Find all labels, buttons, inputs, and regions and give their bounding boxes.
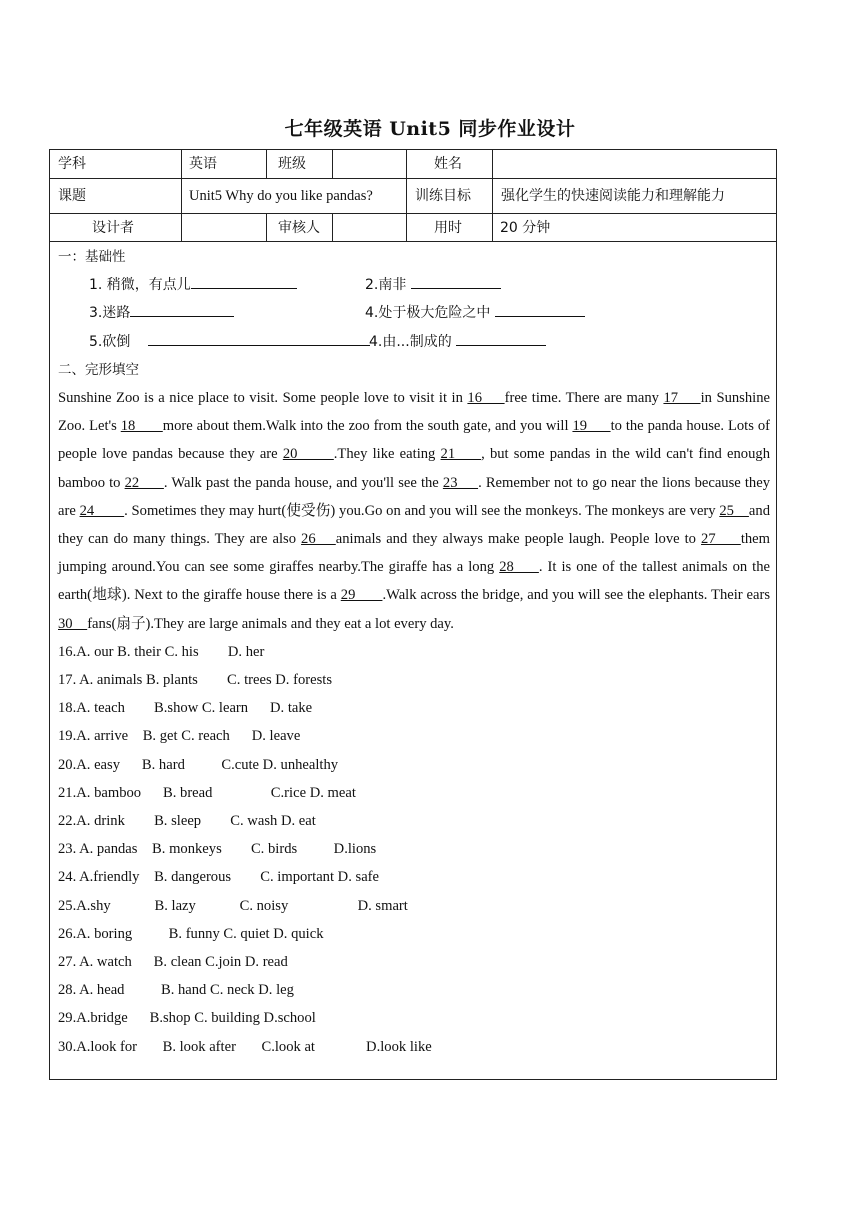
option-line: 20.A. easy B. hard C.cute D. unhealthy <box>58 756 339 773</box>
passage-text: in Sunshine Zoo. Let's <box>58 389 770 435</box>
passage-text: . Walk past the panda house, and you'll see the <box>163 474 443 491</box>
option-line: 30.A.look for B. look after C.look at D.look like <box>58 1038 432 1055</box>
col-divider <box>332 213 333 241</box>
goal-label: 训练目标 <box>415 188 471 204</box>
cloze-blank[interactable]: 29 <box>340 587 383 604</box>
vocab-row <box>58 328 770 356</box>
vocab-item: 5.砍倒 <box>89 328 370 356</box>
option-line: 18.A. teach B.show C. learn D. take <box>58 700 313 717</box>
passage-text: . It is one of the tallest animals on the earth(地球). Next to the giraffe house there is a <box>58 559 770 604</box>
option-line: 29.A.bridge B.shop C. building D.school <box>58 1010 316 1027</box>
passage-text: fans(扇子).They are large animals and they eat a lot every day. <box>87 615 454 632</box>
row-divider <box>50 213 776 214</box>
passage-text: free time. There are many <box>504 389 664 406</box>
name-label: 姓名 <box>434 156 462 172</box>
answer-blank[interactable] <box>456 329 546 346</box>
passage-text: .They like eating <box>333 446 441 463</box>
col-divider <box>492 150 493 178</box>
topic-value: Unit5 Why do you like pandas? <box>189 188 373 204</box>
section1-heading: 一：基础性 <box>58 249 126 265</box>
vocab-row <box>58 299 770 327</box>
col-divider <box>492 178 493 213</box>
topic-label: 课题 <box>58 188 86 204</box>
cloze-blank[interactable]: 16 <box>467 389 505 406</box>
option-line: 23. A. pandas B. monkeys C. birds D.lions <box>58 841 377 858</box>
option-line: 16.A. our B. their C. his D. her <box>58 643 265 660</box>
time-value: 20 分钟 <box>500 220 551 236</box>
class-label: 班级 <box>278 156 306 172</box>
option-line: 27. A. watch B. clean C.join D. read <box>58 954 288 971</box>
subject-label: 学科 <box>58 156 86 172</box>
vocab-item: 4.由...制成的 <box>369 328 546 356</box>
col-divider <box>181 150 182 178</box>
cloze-blank[interactable]: 23 <box>442 474 479 491</box>
vocab-item: 3.迷路 <box>89 299 234 327</box>
passage-text: . Remember not to go near the lions because they are <box>58 474 770 519</box>
goal-value: 强化学生的快速阅读能力和理解能力 <box>501 188 725 204</box>
passage-text: and they can do many things. They are also <box>58 502 770 547</box>
cloze-blank[interactable]: 21 <box>440 446 482 463</box>
cloze-blank[interactable]: 26 <box>301 530 336 547</box>
answer-blank[interactable] <box>495 300 585 317</box>
time-label: 用时 <box>434 220 462 236</box>
row-divider <box>50 178 776 179</box>
answer-blank[interactable] <box>411 272 501 289</box>
option-line: 25.A.shy B. lazy C. noisy D. smart <box>58 897 408 914</box>
passage-text: them jumping around.You can see some giraffes nearby.The giraffe has a long <box>58 530 770 576</box>
cloze-blank[interactable]: 19 <box>572 418 611 435</box>
passage-text: more about them.Walk into the zoo from the south gate, and you will <box>162 418 573 435</box>
cloze-blank[interactable]: 27 <box>701 530 741 547</box>
passage-text: . Sometimes they may hurt(使受伤) you.Go on and you will see the monkeys. The monkeys are very <box>124 502 720 519</box>
vocab-item: 4.处于极大危险之中 <box>365 299 585 327</box>
vocab-row <box>58 271 770 299</box>
option-line: 19.A. arrive B. get C. reach D. leave <box>58 728 301 745</box>
col-divider <box>492 213 493 241</box>
option-line: 26.A. boring B. funny C. quiet D. quick <box>58 925 324 942</box>
option-line: 22.A. drink B. sleep C. wash D. eat <box>58 813 316 830</box>
reviewer-label: 审核人 <box>278 220 320 236</box>
cloze-blank[interactable]: 25 <box>719 502 749 519</box>
cloze-blank[interactable]: 28 <box>499 559 539 576</box>
subject-value: 英语 <box>189 156 217 172</box>
exercise-body <box>58 243 770 1061</box>
cloze-passage <box>58 384 770 638</box>
col-divider <box>332 150 333 178</box>
col-divider <box>181 213 182 241</box>
vocab-item: 2.南非 <box>365 271 501 299</box>
passage-text: animals and they always make people laugh. People love to <box>335 530 702 547</box>
col-divider <box>266 213 267 241</box>
option-line: 17. A. animals B. plants C. trees D. forests <box>58 672 333 688</box>
option-line: 21.A. bamboo B. bread C.rice D. meat <box>58 784 356 801</box>
row-divider <box>50 241 776 242</box>
homework-table <box>49 149 777 1080</box>
section2-heading: 二、完形填空 <box>58 361 139 378</box>
col-divider <box>406 213 407 241</box>
cloze-blank[interactable]: 30 <box>58 615 88 632</box>
col-divider <box>266 150 267 178</box>
cloze-blank[interactable]: 18 <box>120 418 163 435</box>
vocab-item: 1. 稍微，有点儿 <box>89 271 297 299</box>
passage-text: .Walk across the bridge, and you will see the elephants. Their ears <box>382 587 770 604</box>
answer-blank[interactable] <box>148 329 370 346</box>
cloze-blank[interactable]: 17 <box>663 389 701 406</box>
option-line: 24. A.friendly B. dangerous C. important D. safe <box>58 869 380 886</box>
answer-blank[interactable] <box>191 272 297 289</box>
option-line: 28. A. head B. hand C. neck D. leg <box>58 982 294 999</box>
option-list <box>58 638 770 1061</box>
cloze-blank[interactable]: 22 <box>124 474 164 491</box>
passage-text: Sunshine Zoo is a nice place to visit. Some people love to visit it in <box>58 389 468 406</box>
cloze-blank[interactable]: 20 <box>282 446 334 463</box>
col-divider <box>406 178 407 213</box>
answer-blank[interactable] <box>130 300 234 317</box>
passage-text: , but some pandas in the wild can't find enough bamboo to <box>58 446 770 491</box>
page-title: 七年级英语 Unit5 同步作业设计 <box>284 118 576 140</box>
passage-text: to the panda house. Lots of people love pandas because they are <box>58 418 770 463</box>
col-divider <box>181 178 182 213</box>
designer-label: 设计者 <box>92 220 134 236</box>
cloze-blank[interactable]: 24 <box>79 502 125 519</box>
col-divider <box>406 150 407 178</box>
